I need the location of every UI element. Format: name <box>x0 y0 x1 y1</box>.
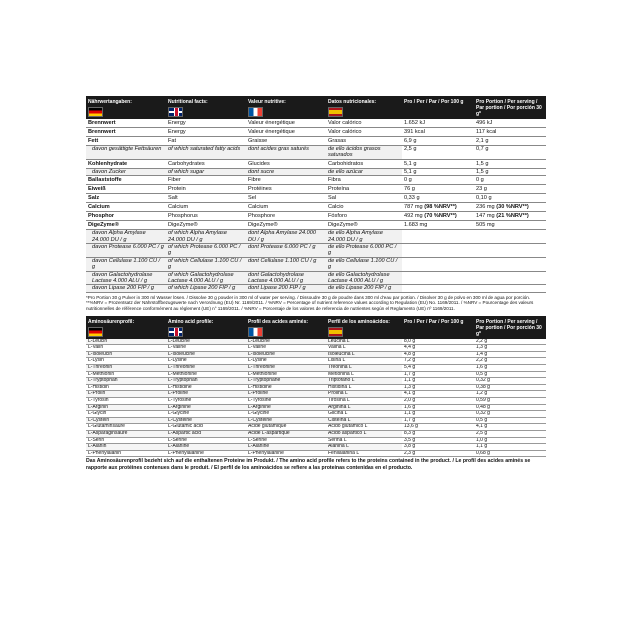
nutrition-cell: davon Cellulase 1.100 CU / g <box>86 257 166 271</box>
nutrition-cell <box>474 244 546 258</box>
amino-cell: 3,5 g <box>402 437 474 444</box>
nutrition-cell <box>474 285 546 292</box>
nutrition-row <box>86 203 546 212</box>
nutrition-cell: of which saturated fatty acids <box>166 146 246 160</box>
nutrition-subrow <box>86 271 546 285</box>
amino-cell: 1,3 g <box>474 345 546 352</box>
amino-cell: 8,0 g <box>402 339 474 345</box>
amino-cell: L-Sérine <box>246 437 326 444</box>
nutrition-row <box>86 119 546 128</box>
amino-cell: L-Aspartic acid <box>166 430 246 437</box>
amino-row <box>86 450 546 457</box>
nutrition-cell: of which Galactohydrolase Lactase 4.000 ALU / g <box>166 271 246 285</box>
amino-cell: 1,6 g <box>474 365 546 372</box>
amino-footnote: Das Aminosäurenprofil bezieht sich auf die enthaltenen Proteine im Produkt. / The amino acid profile refers to the proteins contained in the product. / Le profil des acides aminés se rapporte aux protéines contenues dans le produit. / El perfil de los aminoácidos se refiere a las proteínas contenidas en el producto. <box>86 458 531 471</box>
nutrition-cell: Valeur énergétique <box>246 128 326 137</box>
germany-flag-icon <box>88 327 103 337</box>
amino-cell: Ácido glutámico L <box>326 424 402 431</box>
amino-row <box>86 391 546 398</box>
amino-cell: L-Threonine <box>166 365 246 372</box>
amino-cell: 2,3 g <box>402 450 474 457</box>
nutrition-row <box>86 212 546 221</box>
amino-row <box>86 417 546 424</box>
header-fr: Valeur nutritive: <box>246 96 326 119</box>
amino-cell: 1,7 g <box>402 417 474 424</box>
nutrition-cell <box>402 285 474 292</box>
nutrition-cell: of which Protease 6.000 PC / g <box>166 244 246 258</box>
nutrition-cell: 0,7 g <box>474 146 546 160</box>
amino-cell: L-Serine <box>166 437 246 444</box>
amino-cell: 1,7 g <box>402 371 474 378</box>
amino-cell: L-Arginine <box>246 404 326 411</box>
amino-cell: L-Isoleucine <box>246 351 326 358</box>
nutrition-cell: Proteína <box>326 185 402 194</box>
nutrition-cell: 1.652 kJ <box>402 119 474 128</box>
amino-cell: Ácido aspártico L <box>326 430 402 437</box>
amino-row <box>86 404 546 411</box>
amino-cell: 1,2 g <box>474 391 546 398</box>
amino-cell: Prolina L <box>326 391 402 398</box>
uk-flag-icon <box>168 327 183 337</box>
amino-cell: L-Leucin <box>86 339 166 345</box>
nutrition-cell: of which sugar <box>166 168 246 175</box>
nutrition-subrow <box>86 146 546 160</box>
nutrition-cell: Phosphore <box>246 212 326 221</box>
header-es: Datos nutricionales: <box>326 96 402 119</box>
nutrition-cell: 2,1 g <box>474 137 546 146</box>
nutrition-cell: 0,33 g <box>402 194 474 203</box>
nutrition-cell <box>402 230 474 244</box>
nutrition-cell: davon Lipase 200 FIP / g <box>86 285 166 292</box>
amino-cell: L-Alanin <box>86 444 166 451</box>
nutrition-cell: Calcium <box>166 203 246 212</box>
amino-cell: L-Isoleucin <box>86 351 166 358</box>
amino-cell: L-Asparaginsäure <box>86 430 166 437</box>
amino-cell: Serina L <box>326 437 402 444</box>
amino-cell: 0,68 g <box>474 450 546 457</box>
amino-cell: Triptófano L <box>326 378 402 385</box>
nutrition-cell: Fósforo <box>326 212 402 221</box>
amino-row <box>86 444 546 451</box>
nutrition-cell: of which Alpha Amylase 24.000 DU / g <box>166 230 246 244</box>
nutrition-cell: of which Lipase 200 FIP / g <box>166 285 246 292</box>
nutrition-cell: dont Galactohydrolase Lactase 4.000 ALU / g <box>246 271 326 285</box>
amino-row <box>86 384 546 391</box>
amino-cell: L-Valine <box>166 345 246 352</box>
uk-flag-icon <box>168 107 183 117</box>
nutrition-cell: Phosphorus <box>166 212 246 221</box>
nutrition-cell: de ello Galactohydrolase Lactase 4.000 ALU / g <box>326 271 402 285</box>
amino-cell: L-Histidine <box>246 384 326 391</box>
nutrition-body <box>86 119 546 292</box>
amino-cell: Arginina L <box>326 404 402 411</box>
nutrition-cell: Valeur énergétique <box>246 119 326 128</box>
amino-cell: 4,1 g <box>474 424 546 431</box>
nutrition-cell: Fat <box>166 137 246 146</box>
amino-cell: 0,32 g <box>474 378 546 385</box>
amino-row <box>86 398 546 405</box>
amino-cell: 0,38 g <box>474 384 546 391</box>
amino-cell: 1,0 g <box>474 437 546 444</box>
amino-row <box>86 411 546 418</box>
nutrition-cell: Protein <box>166 185 246 194</box>
nutrition-cell: Carbohydrates <box>166 159 246 168</box>
nutrition-cell: Calcio <box>326 203 402 212</box>
amino-cell: L-Histidine <box>166 384 246 391</box>
amino-cell: L-Prolin <box>86 391 166 398</box>
amino-header-per-100g: Pro / Per / Par / Por 100 g <box>402 316 474 339</box>
header-per-100g: Pro / Per / Par / Por 100 g <box>402 96 474 119</box>
nutrition-cell <box>474 257 546 271</box>
nutrition-cell: Valor calórico <box>326 119 402 128</box>
nutrition-cell: 391 kcal <box>402 128 474 137</box>
nutrition-row <box>86 159 546 168</box>
amino-cell: 1,1 g <box>402 411 474 418</box>
amino-cell: L-Méthionine <box>246 371 326 378</box>
amino-cell: L-Alanine <box>166 444 246 451</box>
amino-header-row <box>86 316 546 339</box>
nutrition-cell: Brennwert <box>86 119 166 128</box>
amino-cell: 4,8 g <box>402 351 474 358</box>
nutrition-cell: 117 kcal <box>474 128 546 137</box>
amino-cell: 0,48 g <box>474 404 546 411</box>
amino-cell: 13,6 g <box>402 424 474 431</box>
amino-cell: L-Tryptophane <box>246 378 326 385</box>
amino-cell: L-Cysteine <box>166 417 246 424</box>
nutrition-cell: Graisse <box>246 137 326 146</box>
amino-cell: L-Isoleucine <box>166 351 246 358</box>
amino-acid-table <box>86 316 546 458</box>
nutrition-cell: DigeZyme® <box>166 221 246 230</box>
amino-cell: 0,59 g <box>474 398 546 405</box>
amino-cell: L-Methionin <box>86 371 166 378</box>
nutrition-cell: de ello Cellulase 1.100 CU / g <box>326 257 402 271</box>
nutrition-cell: Fibre <box>246 176 326 185</box>
amino-cell: Histidina L <box>326 384 402 391</box>
nutrition-subrow <box>86 257 546 271</box>
amino-cell: 2,2 g <box>474 339 546 345</box>
nutrition-cell: 0,10 g <box>474 194 546 203</box>
header-en: Nutritional facts: <box>166 96 246 119</box>
amino-cell: L-Arginine <box>166 404 246 411</box>
germany-flag-icon <box>88 107 103 117</box>
amino-cell: L-Serin <box>86 437 166 444</box>
amino-cell: 2,0 g <box>402 398 474 405</box>
amino-cell: L-Lysine <box>166 358 246 365</box>
amino-cell: L-Leucine <box>166 339 246 345</box>
amino-cell: Fenilalanina L <box>326 450 402 457</box>
france-flag-icon <box>248 327 263 337</box>
nutrition-cell: Kohlenhydrate <box>86 159 166 168</box>
nutrition-cell: Fibra <box>326 176 402 185</box>
amino-cell: L-Lysin <box>86 358 166 365</box>
nutrition-cell: Salt <box>166 194 246 203</box>
amino-body <box>86 339 546 457</box>
nutrition-cell: de ello ácidos grasos saturados <box>326 146 402 160</box>
product-label-sheet <box>86 96 546 472</box>
amino-row <box>86 345 546 352</box>
nutrition-cell: Protéines <box>246 185 326 194</box>
nutrition-cell: Glucides <box>246 159 326 168</box>
nutrition-row <box>86 221 546 230</box>
nutrition-cell: 23 g <box>474 185 546 194</box>
spain-flag-icon <box>328 327 343 337</box>
nutrition-cell: Ballaststoffe <box>86 176 166 185</box>
nutrition-cell: 787 mg (98 %NRV**) <box>402 203 474 212</box>
amino-header-de: Aminosäurenprofil: <box>86 316 166 339</box>
nutrition-cell: dont acides gras saturés <box>246 146 326 160</box>
nutrition-cell: davon Zucker <box>86 168 166 175</box>
amino-cell: Cisteína L <box>326 417 402 424</box>
amino-cell: Isoleucina L <box>326 351 402 358</box>
amino-cell: Leucina L <box>326 339 402 345</box>
amino-row <box>86 365 546 372</box>
nutrition-cell: Valor calórico <box>326 128 402 137</box>
nutrition-cell: 76 g <box>402 185 474 194</box>
amino-cell: Metionina L <box>326 371 402 378</box>
nutrition-cell: dont Cellulase 1.100 CU / g <box>246 257 326 271</box>
nutrition-cell: Brennwert <box>86 128 166 137</box>
amino-row <box>86 378 546 385</box>
amino-cell: L-Leucine <box>246 339 326 345</box>
amino-cell: 4,4 g <box>402 345 474 352</box>
amino-row <box>86 371 546 378</box>
amino-cell: L-Tryptophan <box>86 378 166 385</box>
header-per-serving: Pro Portion / Per serving / Par portion / Por porción 30 g* <box>474 96 546 119</box>
nutrition-cell: davon Galactohydrolase Lactase 4.000 ALU / g <box>86 271 166 285</box>
nutrition-footnote: *Pro Portion 30 g Pulver in 300 ml Wasser lösen. / Dissolve 30 g powder in 300 ml of water per serving. / Dissoudre 30 g de poudre dans 300 ml d’eau par portion. / Disolver 30 g de polvo en 300 ml de agua por porción. **%NRV = Prozentsatz der Nährstoffbezugswerte nach Verordnung (EU) Nr. 1169/2011. / %NRV = Percentage of nutrient reference values according to Regulation (EU) No. 1169/2011. / %NRV = Pourcentage des valeurs nutritionnelles de référence conformément au règlement (UE) n° 1169/2011. / %NRV = Porcentaje de los valores de referencia de nutrientes según el Reglamento (UE) nº 1169/2011. <box>86 294 534 312</box>
amino-cell: Treonina L <box>326 365 402 372</box>
amino-cell: L-Tyrosine <box>246 398 326 405</box>
amino-cell: Acide L-aspartique <box>246 430 326 437</box>
amino-cell: L-Valin <box>86 345 166 352</box>
nutrition-cell: de ello Lipase 200 FIP / g <box>326 285 402 292</box>
amino-cell: L-Tyrosine <box>166 398 246 405</box>
nutrition-cell: Fiber <box>166 176 246 185</box>
nutrition-cell: de ello azúcar <box>326 168 402 175</box>
nutrition-cell: Carbohidratos <box>326 159 402 168</box>
nutrition-cell <box>474 230 546 244</box>
nutrition-cell: DigeZyme® <box>86 221 166 230</box>
nutrition-cell: dont sucre <box>246 168 326 175</box>
amino-cell: 7,2 g <box>402 358 474 365</box>
amino-cell: 8,3 g <box>402 430 474 437</box>
nutrition-cell <box>402 257 474 271</box>
nutrition-cell: Calcium <box>246 203 326 212</box>
amino-cell: L-Tryptophan <box>166 378 246 385</box>
amino-cell: L-Phénylalanine <box>246 450 326 457</box>
nutrition-cell: 0 g <box>402 176 474 185</box>
amino-cell: L-Threonin <box>86 365 166 372</box>
amino-cell: 5,4 g <box>402 365 474 372</box>
nutrition-subrow <box>86 244 546 258</box>
amino-cell: L-Tyrosin <box>86 398 166 405</box>
amino-cell: Alanina L <box>326 444 402 451</box>
nutrition-cell: 1,5 g <box>474 159 546 168</box>
amino-cell: 2,2 g <box>474 358 546 365</box>
amino-cell: L-Phenylalanin <box>86 450 166 457</box>
amino-header-en: Amino acid profile: <box>166 316 246 339</box>
amino-row <box>86 351 546 358</box>
amino-cell: 1,4 g <box>474 351 546 358</box>
nutrition-row <box>86 137 546 146</box>
amino-row <box>86 430 546 437</box>
nutrition-subrow <box>86 168 546 175</box>
nutrition-cell: 2,5 g <box>402 146 474 160</box>
nutrition-cell: dont Lipase 200 FIP / g <box>246 285 326 292</box>
nutrition-cell: 505 mg <box>474 221 546 230</box>
amino-cell: L-Valine <box>246 345 326 352</box>
nutrition-cell: Eiweiß <box>86 185 166 194</box>
nutrition-cell <box>402 244 474 258</box>
amino-cell: 0,5 g <box>474 371 546 378</box>
nutrition-subrow <box>86 230 546 244</box>
nutrition-cell: Phosphor <box>86 212 166 221</box>
nutrition-cell: dont Protease 6.000 PC / g <box>246 244 326 258</box>
nutrition-table <box>86 96 546 293</box>
amino-cell: L-Thréonine <box>246 365 326 372</box>
amino-cell: L-Cystéine <box>246 417 326 424</box>
nutrition-cell: DigeZyme® <box>246 221 326 230</box>
nutrition-cell: de ello Protease 6.000 PC / g <box>326 244 402 258</box>
amino-cell: L-Proline <box>246 391 326 398</box>
nutrition-row <box>86 194 546 203</box>
amino-header-per-serving: Pro Portion / Per serving / Par portion / Por porción 30 g* <box>474 316 546 339</box>
amino-cell: L-Methionine <box>166 371 246 378</box>
nutrition-cell: dont Alpha Amylase 24.000 DU / g <box>246 230 326 244</box>
nutrition-cell: 236 mg (30 %NRV**) <box>474 203 546 212</box>
amino-header-fr: Profil des acides aminés: <box>246 316 326 339</box>
nutrition-cell: 6,9 g <box>402 137 474 146</box>
amino-cell: L-Glycine <box>166 411 246 418</box>
amino-cell: 1,6 g <box>402 404 474 411</box>
nutrition-cell: Salz <box>86 194 166 203</box>
amino-cell: 4,1 g <box>402 391 474 398</box>
nutrition-cell: Energy <box>166 119 246 128</box>
france-flag-icon <box>248 107 263 117</box>
nutrition-cell: 496 kJ <box>474 119 546 128</box>
nutrition-cell: 492 mg (70 %NRV**) <box>402 212 474 221</box>
nutrition-cell: Fett <box>86 137 166 146</box>
nutrition-row <box>86 185 546 194</box>
amino-cell: L-Lysine <box>246 358 326 365</box>
amino-row <box>86 437 546 444</box>
nutrition-cell: 1,5 g <box>474 168 546 175</box>
amino-cell: L-Arginin <box>86 404 166 411</box>
nutrition-header-row <box>86 96 546 119</box>
nutrition-cell: de ello Alpha Amylase 24.000 DU / g <box>326 230 402 244</box>
nutrition-cell <box>402 271 474 285</box>
amino-cell: L-Phenylalanine <box>166 450 246 457</box>
nutrition-cell: Energy <box>166 128 246 137</box>
amino-cell: 1,3 g <box>402 384 474 391</box>
nutrition-cell: Sel <box>246 194 326 203</box>
amino-cell: 1,1 g <box>474 444 546 451</box>
nutrition-cell: 0 g <box>474 176 546 185</box>
spain-flag-icon <box>328 107 343 117</box>
nutrition-cell: 5,1 g <box>402 159 474 168</box>
amino-cell: L-Histidin <box>86 384 166 391</box>
nutrition-row <box>86 176 546 185</box>
amino-cell: 1,1 g <box>402 378 474 385</box>
amino-cell: L-Glycin <box>86 411 166 418</box>
amino-cell: 0,32 g <box>474 411 546 418</box>
nutrition-cell: davon gesättigte Fettsäuren <box>86 146 166 160</box>
amino-cell: L-Cystein <box>86 417 166 424</box>
nutrition-cell: 5,1 g <box>402 168 474 175</box>
amino-cell: Tirosina L <box>326 398 402 405</box>
nutrition-row <box>86 128 546 137</box>
amino-cell: L-Alanine <box>246 444 326 451</box>
nutrition-cell: davon Protease 6.000 PC / g <box>86 244 166 258</box>
amino-cell: 2,5 g <box>474 430 546 437</box>
nutrition-cell: of which Cellulase 1.100 CU / g <box>166 257 246 271</box>
amino-row <box>86 358 546 365</box>
amino-cell: L-Glycine <box>246 411 326 418</box>
amino-cell: Glicina L <box>326 411 402 418</box>
amino-row <box>86 424 546 431</box>
amino-cell: Acide glutamique <box>246 424 326 431</box>
amino-cell: Lisina L <box>326 358 402 365</box>
nutrition-cell <box>474 271 546 285</box>
amino-cell: 3,8 g <box>402 444 474 451</box>
nutrition-cell: davon Alpha Amylase 24.000 DU / g <box>86 230 166 244</box>
nutrition-cell: DigeZyme® <box>326 221 402 230</box>
amino-cell: L-Glutaminsäure <box>86 424 166 431</box>
amino-cell: L-Glutamic acid <box>166 424 246 431</box>
nutrition-cell: 1.683 mg <box>402 221 474 230</box>
nutrition-cell: 147 mg (21 %NRV**) <box>474 212 546 221</box>
amino-header-es: Perfil de los aminoácidos: <box>326 316 402 339</box>
amino-cell: Valina L <box>326 345 402 352</box>
nutrition-cell: Grasas <box>326 137 402 146</box>
amino-cell: 0,5 g <box>474 417 546 424</box>
nutrition-cell: Sal <box>326 194 402 203</box>
nutrition-subrow <box>86 285 546 292</box>
header-de: Nährwertangaben: <box>86 96 166 119</box>
amino-cell: L-Proline <box>166 391 246 398</box>
nutrition-cell: Calcium <box>86 203 166 212</box>
